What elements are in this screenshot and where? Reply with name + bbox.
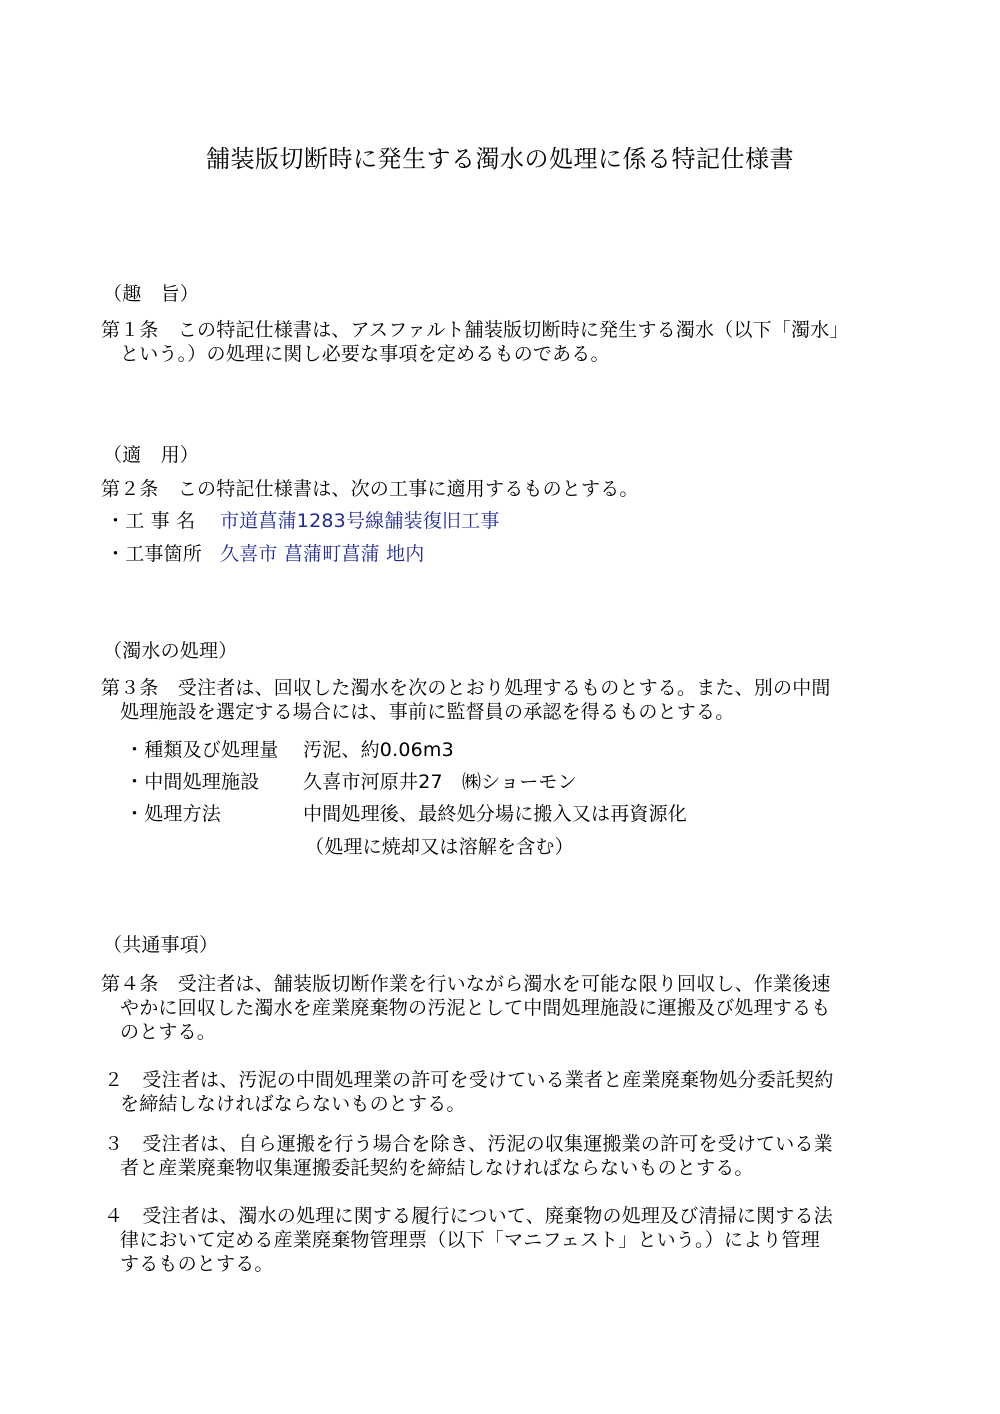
article4-p4-line1: ４ 受注者は、濁水の処理に関する履行について、廃棄物の処理及び清掃に関する法	[104, 1205, 833, 1227]
construction-location-value: 久喜市 菖蒲町菖蒲 地内	[220, 543, 425, 565]
article1-text-line2: という。）の処理に関し必要な事項を定めるものである。	[120, 343, 610, 365]
waste-type-value: 汚泥、約0.06m3	[303, 739, 454, 761]
article1-text-line1: 第１条 この特記仕様書は、アスファルト舗装版切断時に発生する濁水（以下「濁水」	[101, 319, 849, 341]
article3-heading: （濁水の処理）	[103, 640, 238, 662]
construction-name-value: 市道菖蒲1283号線舗装復旧工事	[220, 510, 500, 532]
article3-text-line1: 第３条 受注者は、回収した濁水を次のとおり処理するものとする。また、別の中間	[101, 677, 831, 699]
article2-heading: （適 用）	[103, 444, 200, 466]
article4-p3-line1: ３ 受注者は、自ら運搬を行う場合を除き、汚泥の収集運搬業の許可を受けている業	[104, 1133, 833, 1155]
article4-p3-line2: 者と産業廃棄物収集運搬委託契約を締結しなければならないものとする。	[120, 1157, 754, 1179]
document-title: 舗装版切断時に発生する濁水の処理に係る特記仕様書	[206, 145, 794, 173]
waste-type-label: ・種類及び処理量	[125, 739, 279, 761]
facility-label: ・中間処理施設	[125, 771, 260, 793]
article4-p4-line3: するものとする。	[120, 1253, 274, 1275]
article4-p1-line1: 第４条 受注者は、舗装版切断作業を行いながら濁水を可能な限り回収し、作業後速	[101, 973, 831, 995]
article4-p4-line2: 律において定める産業廃棄物管理票（以下「マニフェスト」という。）により管理	[120, 1229, 820, 1251]
article4-p2-line2: を締結しなければならないものとする。	[120, 1093, 466, 1115]
article4-p1-line3: のとする。	[120, 1021, 217, 1043]
article4-p1-line2: やかに回収した濁水を産業廃棄物の汚泥として中間処理施設に運搬及び処理するも	[120, 997, 831, 1019]
article4-p2-line1: ２ 受注者は、汚泥の中間処理業の許可を受けている業者と産業廃棄物処分委託契約	[104, 1069, 834, 1091]
facility-value: 久喜市河原井27 ㈱ショーモン	[303, 771, 577, 793]
article3-text-line2: 処理施設を選定する場合には、事前に監督員の承認を得るものとする。	[120, 701, 735, 723]
method-label: ・処理方法	[125, 803, 222, 825]
article4-heading: （共通事項）	[103, 934, 219, 956]
article1-heading: （趣 旨）	[103, 283, 200, 305]
construction-name-label: ・工 事 名	[106, 510, 196, 532]
article2-text-line1: 第２条 この特記仕様書は、次の工事に適用するものとする。	[101, 478, 639, 500]
construction-location-label: ・工事箇所	[106, 543, 203, 565]
method-value: 中間処理後、最終処分場に搬入又は再資源化	[303, 803, 688, 825]
method-note: （処理に焼却又は溶解を含む）	[305, 836, 574, 858]
